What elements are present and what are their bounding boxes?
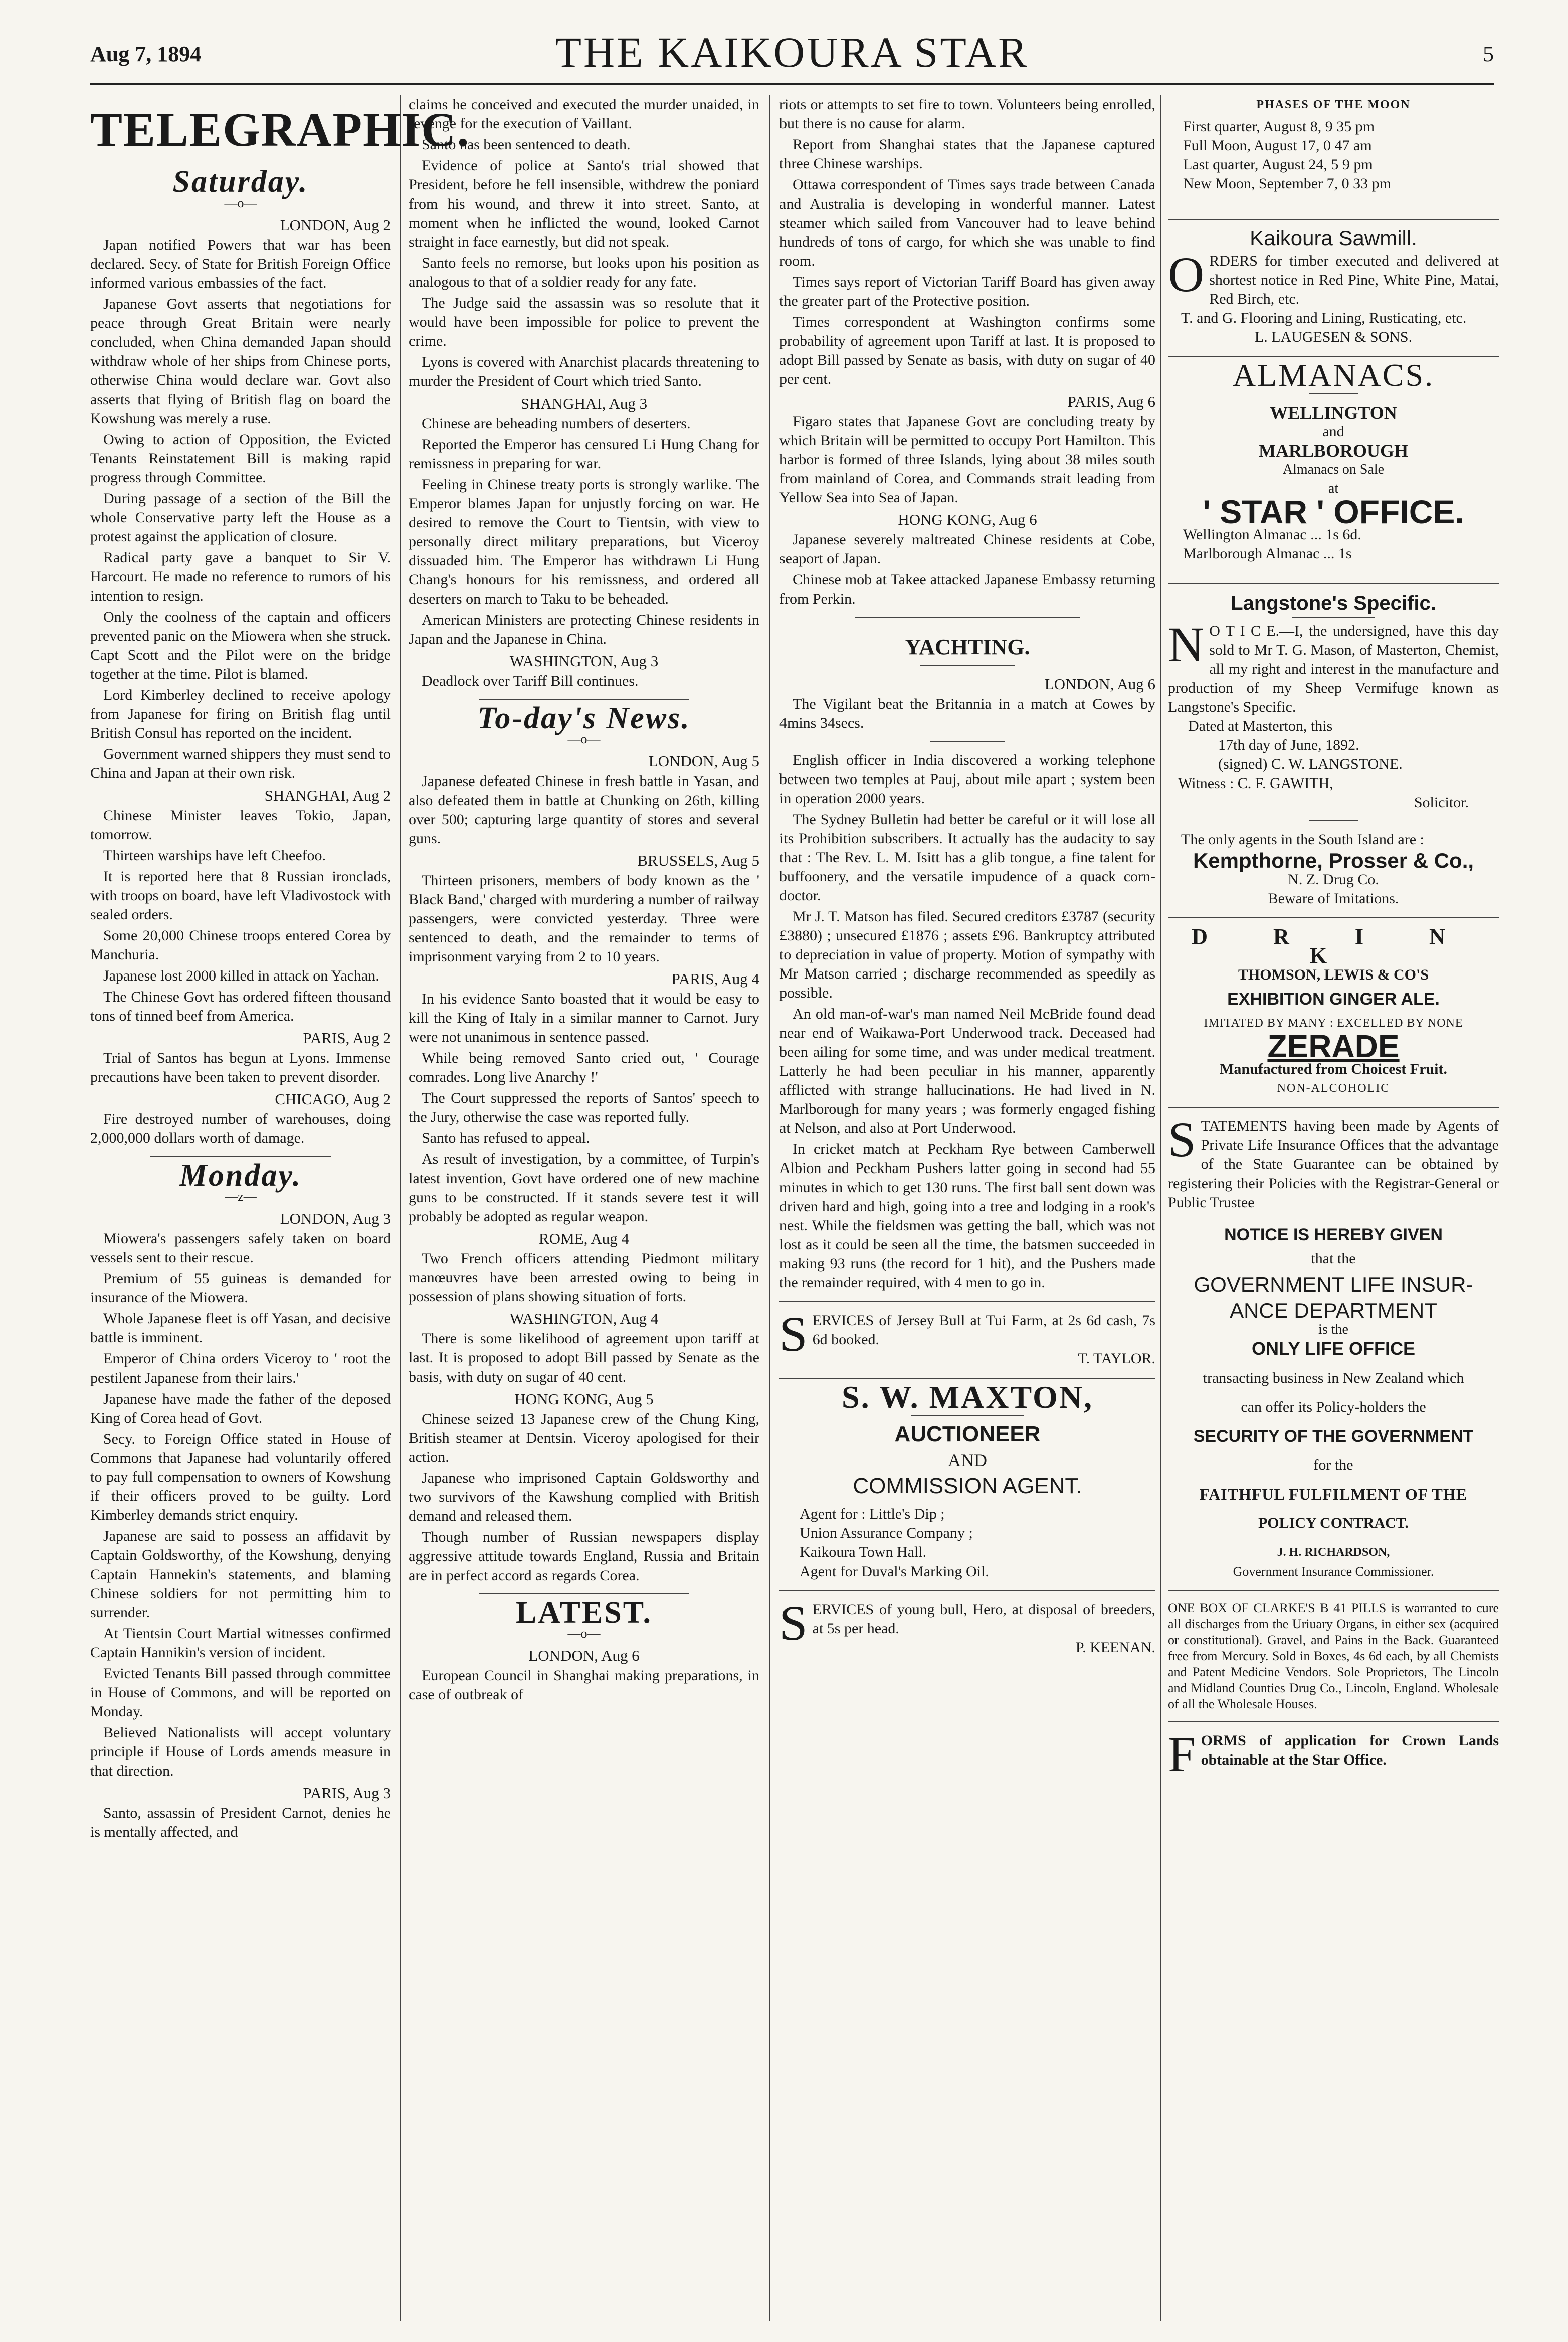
- ornament: —z—: [225, 1189, 257, 1204]
- paragraph: Chinese Minister leaves Tokio, Japan, tomorrow.: [90, 807, 391, 843]
- paragraph: The Sydney Bulletin had better be careful or it will lose all its Prohibition subscribers. It actually has the audacity to say that : The Rev. L. M. Isitt has a glib tongue, a fine talent for buffoonery, and the versatile impudence of a quack corn-doctor.: [779, 811, 1155, 904]
- paragraph: riots or attempts to set fire to town. Volunteers being enrolled, but there is no cause for alarm.: [779, 96, 1155, 132]
- paragraph: The Court suppressed the reports of Santos' speech to the Jury, otherwise the case was reported fully.: [409, 1090, 759, 1125]
- ad-almanac-prices: [1168, 525, 1499, 563]
- column-1: [90, 95, 470, 2321]
- separator: [1168, 1107, 1499, 1108]
- dateline: CHICAGO, Aug 2: [275, 1090, 391, 1108]
- paragraph: Believed Nationalists will accept voluntary principle if House of Lords amends measure in that direction.: [90, 1724, 391, 1779]
- ad-line: IMITATED BY MANY : EXCELLED BY NONE: [1204, 1017, 1463, 1030]
- column-divider: [1160, 95, 1161, 2321]
- ad-line: Union Assurance Company ;: [800, 1525, 973, 1541]
- paragraph: Japanese defeated Chinese in fresh battle in Yasan, and also defeated them in battle at Chunking on 26th, killing over 500; capturing large quantity of stores and several guns.: [409, 773, 759, 847]
- ad-langstone-title: Langstone's Specific.: [1231, 592, 1436, 614]
- ad-line: Kaikoura Town Hall.: [800, 1544, 927, 1560]
- ad-line: Manufactured from Choicest Fruit.: [1220, 1061, 1447, 1077]
- paragraph: At Tientsin Court Martial witnesses confirmed Captain Hannikin's version of incident.: [90, 1625, 391, 1661]
- dateline: HONG KONG, Aug 5: [514, 1390, 654, 1408]
- separator: [1168, 219, 1499, 220]
- ad-line: for the: [1313, 1457, 1353, 1473]
- paragraph: Evidence of police at Santo's trial showed that President, before he fell insensible, withdrew the poniard from his wound, and threw it into street. Santo, at moment when he inflicted the wound, looked Carnot straight in face earnestly, but did not speak.: [409, 157, 759, 250]
- ad-line: FAITHFUL FULFILMENT OF THE: [1199, 1485, 1468, 1503]
- section-heading-telegraphic: TELEGRAPHIC.: [90, 103, 470, 156]
- ornament: —o—: [567, 1626, 601, 1641]
- newspaper-title: THE KAIKOURA STAR: [555, 28, 1029, 76]
- paragraph: While being removed Santo cried out, ' Courage comrades. Long live Anarchy !': [409, 1050, 759, 1085]
- ad-line: THOMSON, LEWIS & CO'S: [1238, 966, 1429, 983]
- paragraph: Whole Japanese fleet is off Yasan, and decisive battle is imminent.: [90, 1310, 391, 1346]
- paragraph: Mr J. T. Matson has filed. Secured creditors £3787 (security £3880) ; unsecured £1876 ; assets £96. Bankruptcy attributed to depreciation in value of property. Motion of sympathy with Mr Matson carried ; discharge recommended as speedily as possible.: [779, 908, 1155, 1001]
- ad-text: ERVICES of young bull, Hero, at disposal of breeders, at 5s per head.: [812, 1601, 1155, 1637]
- ad-langstone: [1168, 617, 1499, 812]
- ad-line: GOVERNMENT LIFE INSUR-: [1194, 1273, 1473, 1296]
- ad-almanacs-title: ALMANACS.: [1232, 357, 1435, 393]
- paragraph: Radical party gave a banquet to Sir V. Harcourt. He made no reference to rumors of his intention to resign.: [90, 549, 391, 604]
- paragraph: Feeling in Chinese treaty ports is strongly warlike. The Emperor blames Japan for unjustly forcing on war. He desired to remove the Court to Tientsin, with view to personally direct military preparations, but Viceroy dissuaded him. The Emperor has withdrawn Li Hung Chang's honours for his remissness, and ordered all deserters on march to Taku to be beheaded.: [409, 476, 759, 607]
- ad-line: Government Insurance Commissioner.: [1233, 1564, 1434, 1579]
- separator: [1168, 917, 1499, 918]
- paragraph: Japanese Govt asserts that negotiations for peace through Great Britain were nearly concluded, when China demanded Japan should withdraw whole of her ships from Chinese ports, otherwise China would declare war. Govt also asserts that flying of British flag on board the Kowshung was merely a ruse.: [90, 296, 391, 427]
- ad-drink: D R I N K: [1192, 924, 1475, 968]
- ad-line: Wellington Almanac ... 1s 6d.: [1183, 526, 1361, 543]
- paragraph: Chinese seized 13 Japanese crew of the Chung King, British steamer at Dentsin. Viceroy apologised for their action.: [409, 1411, 759, 1465]
- paragraph: Japanese are said to possess an affidavit by Captain Goldsworthy, of the Kowshung, denying Captain Hannekin's statements, and blaming Chinese soldiers for not permitting him to surrender.: [90, 1528, 391, 1621]
- ad-signature: T. TAYLOR.: [1078, 1350, 1155, 1367]
- ad-line: Agent for : Little's Dip ;: [800, 1506, 945, 1522]
- drop-cap: S: [779, 1595, 808, 1651]
- paragraph: American Ministers are protecting Chinese residents in Japan and the Japanese in China.: [409, 612, 759, 647]
- paragraph: In cricket match at Peckham Rye between Camberwell Albion and Peckham Pushers latter going in second had 55 minutes in which to get 130 runs. The first ball sent down was driven hard and high, going into a tree and lodging in a rook's nest. While the fieldsmen was getting the ball, which was not lost as it could be seen all the time, the batsmen succeeded in making 93 runs (the record for 1 hit), and the Pushers made the remainder required, with 4 men to go in.: [779, 1141, 1155, 1291]
- dateline: LONDON, Aug 6: [528, 1647, 640, 1664]
- subheading-yachting: YACHTING.: [905, 635, 1030, 659]
- moon-line: Last quarter, August 24, 5 9 pm: [1183, 156, 1373, 173]
- separator: [930, 741, 1005, 742]
- ad-signature: P. KEENAN.: [1075, 1639, 1155, 1656]
- paragraph: The Chinese Govt has ordered fifteen thousand tons of tinned beef from America.: [90, 989, 391, 1024]
- ad-line: SECURITY OF THE GOVERNMENT: [1193, 1427, 1474, 1446]
- paragraph: Lyons is covered with Anarchist placards threatening to murder the President of Court which tried Santo.: [409, 354, 759, 389]
- paragraph: Fire destroyed number of warehouses, doing 2,000,000 dollars worth of damage.: [90, 1111, 391, 1146]
- column-2: [409, 95, 759, 2321]
- ad-text: TATEMENTS having been made by Agents of Private Life Insurance Offices that the advantage of the State Guarantee can be obtained by registering their Policies with the Registrar-General or Public Trustee: [1168, 1118, 1499, 1211]
- ad-line: ANCE DEPARTMENT: [1230, 1299, 1437, 1322]
- separator: [779, 1301, 1155, 1302]
- paragraph: English officer in India discovered a working telephone between two temples at Pauj, about mile apart ; system been in operation 2000 years.: [779, 752, 1155, 807]
- paragraph: Emperor of China orders Viceroy to ' root the pestilent Japanese from their lairs.': [90, 1350, 391, 1386]
- ad-text: RDERS for timber executed and delivered at shortest notice in Red Pine, White Pine, Matai, Red Birch, etc.: [1209, 253, 1499, 307]
- ad-line: AUCTIONEER: [894, 1422, 1041, 1446]
- moon-line: First quarter, August 8, 9 35 pm: [1183, 118, 1375, 135]
- separator: [911, 1415, 1024, 1416]
- paragraph: Japanese have made the father of the deposed King of Corea head of Govt.: [90, 1391, 391, 1426]
- paragraph: Santo has refused to appeal.: [422, 1130, 590, 1146]
- drop-cap: N: [1168, 617, 1205, 672]
- paragraph: Times says report of Victorian Tariff Board has given away the greater part of the Protective position.: [779, 274, 1155, 309]
- paragraph: European Council in Shanghai making preparations, in case of outbreak of: [409, 1667, 759, 1703]
- ad-line: Solicitor.: [1414, 794, 1469, 811]
- subheading-todays-news: To-day's News.: [477, 701, 691, 735]
- ad-line: (signed) C. W. LANGSTONE.: [1218, 756, 1403, 772]
- column-3: [779, 95, 1155, 2321]
- ad-signature: L. LAUGESEN & SONS.: [1254, 329, 1413, 345]
- moon-phases: [1168, 117, 1499, 193]
- drop-cap: F: [1168, 1726, 1196, 1782]
- dateline: PARIS, Aug 4: [671, 970, 759, 988]
- dateline: LONDON, Aug 2: [280, 216, 391, 234]
- paragraph: As result of investigation, by a committee, of Turpin's latest invention, Govt have ordered one of new machine guns to be constructed. If it stands severe test it will probably be adopted as regular weapon.: [409, 1151, 759, 1225]
- ad-line: Dated at Masterton, this: [1188, 718, 1333, 734]
- paragraph: Government warned shippers they must send to China and Japan at their own risk.: [90, 746, 391, 782]
- paragraph: Lord Kimberley declined to receive apology from Japanese for firing on British flag until British Consul has reported on the incident.: [90, 687, 391, 741]
- ad-crown-lands: [1168, 1726, 1499, 1782]
- ad-star-office: ' STAR ' OFFICE.: [1203, 493, 1464, 530]
- paragraph: claims he conceived and executed the murder unaided, in revenge for the execution of Vaillant.: [409, 96, 759, 132]
- masthead-rule: [90, 83, 1494, 85]
- paragraph: Two French officers attending Piedmont military manœuvres have been arrested owing to being in possession of plans showing situation of forts.: [409, 1250, 759, 1305]
- dateline: SHANGHAI, Aug 2: [264, 787, 391, 804]
- separator: [1168, 583, 1499, 584]
- paragraph: Deadlock over Tariff Bill continues.: [422, 673, 639, 689]
- separator: [920, 665, 1015, 666]
- ad-jersey-bull: [779, 1306, 1155, 1369]
- ad-kempthorne: Kempthorne, Prosser & Co.,: [1193, 849, 1474, 872]
- separator: [1292, 617, 1375, 618]
- ad-line: Witness : C. F. GAWITH,: [1178, 775, 1333, 792]
- paragraph: Ottawa correspondent of Times says trade between Canada and Australia is developing in wonderful manner. Latest steamer which sailed from Vancouver had to leave behind hundreds of tons of cargo, for which she was unable to find room.: [779, 176, 1155, 269]
- ad-text: T. and G. Flooring and Lining, Rusticating, etc.: [1181, 310, 1467, 326]
- paragraph: Times correspondent at Washington confirms some probability of agreement upon Tariff at last. It is proposed to adopt Bill passed by Senate as basis, with duty on sugar of 40 per cent.: [779, 314, 1155, 387]
- paragraph: Figaro states that Japanese Govt are concluding treaty by which Britain will be permitted to occupy Port Hamilton. This harbor is formed of three Islands, lying about 38 miles south from mainland of Corea, and Commands strait leading from Yellow Sea into Sea of Japan.: [779, 413, 1155, 506]
- paragraph: Evicted Tenants Bill passed through committee in House of Commons, and will be reported on Monday.: [90, 1665, 391, 1720]
- paragraph: Japanese severely maltreated Chinese residents at Cobe, seaport of Japan.: [779, 531, 1155, 567]
- paragraph: Miowera's passengers safely taken on board vessels sent to their rescue.: [90, 1230, 391, 1266]
- ad-line: COMMISSION AGENT.: [853, 1474, 1082, 1498]
- paragraph: Owing to action of Opposition, the Evicted Tenants Reinstatement Bill is making rapid progress through Committee.: [90, 431, 391, 486]
- ad-agent-list: [779, 1505, 1155, 1581]
- ad-line: Marlborough Almanac ... 1s: [1183, 545, 1352, 562]
- ad-line: MARLBOROUGH: [1258, 441, 1408, 461]
- paragraph: Only the coolness of the captain and officers prevented panic on the Miowera when she struck. Capt Scott and the Pilot were on the bridge together at the time. Pilot is blamed.: [90, 609, 391, 682]
- dateline: PARIS, Aug 6: [1067, 393, 1155, 410]
- separator: [479, 699, 689, 700]
- dateline: BRUSSELS, Aug 5: [637, 852, 759, 869]
- ad-young-bull: [779, 1595, 1155, 1657]
- paragraph: Secy. to Foreign Office stated in House of Commons that Japanese had voluntarily offered to pay full compensation to owners of Kowshung if their officers proved to be guilty. Lord Kimberley demands strict enquiry.: [90, 1431, 391, 1523]
- dateline: WASHINGTON, Aug 4: [509, 1310, 659, 1327]
- subheading-saturday: Saturday.: [172, 165, 309, 199]
- ad-zerade: ZERADE: [1267, 1028, 1400, 1064]
- drop-cap: O: [1168, 247, 1205, 302]
- ad-text: ERVICES of Jersey Bull at Tui Farm, at 2s 6d cash, 7s 6d booked.: [812, 1312, 1155, 1348]
- separator: [779, 1590, 1155, 1591]
- ad-sawmill-title: Kaikoura Sawmill.: [1250, 226, 1417, 250]
- dateline: PARIS, Aug 3: [303, 1784, 391, 1802]
- paragraph: Trial of Santos has begun at Lyons. Immense precautions have been taken to prevent disorder.: [90, 1050, 391, 1085]
- separator: [479, 1593, 689, 1594]
- separator: [779, 1378, 1155, 1379]
- ad-line: AND: [948, 1450, 987, 1470]
- separator: [1168, 1590, 1499, 1591]
- paragraph: Premium of 55 guineas is demanded for insurance of the Miowera.: [90, 1270, 391, 1306]
- paragraph: The Vigilant beat the Britannia in a match at Cowes by 4mins 34secs.: [779, 696, 1155, 731]
- paragraph: The only agents in the South Island are :: [1181, 831, 1424, 848]
- column-divider: [400, 95, 401, 2321]
- paragraph: Japanese lost 2000 killed in attack on Yachan.: [103, 967, 379, 984]
- ad-line: Agent for Duval's Marking Oil.: [800, 1563, 989, 1580]
- separator: [1309, 820, 1358, 821]
- paragraph: In his evidence Santo boasted that it would be easy to kill the King of Italy in a similar manner to Carnot. Jury were not unanimous in sentence passed.: [409, 991, 759, 1045]
- paragraph: Thirteen prisoners, members of body known as the ' Black Band,' charged with murdering a number of railway passengers, were convicted yesterday. Three were sentenced to death, and the remainder to terms of imprisonment varying from 2 to 10 years.: [409, 872, 759, 965]
- ad-line: Beware of Imitations.: [1268, 890, 1399, 907]
- dateline: HONG KONG, Aug 6: [898, 511, 1037, 528]
- dateline: WASHINGTON, Aug 3: [509, 652, 659, 670]
- drop-cap: S: [1168, 1112, 1196, 1167]
- ad-government-insurance: [1168, 1112, 1499, 1581]
- dateline: ROME, Aug 4: [539, 1230, 629, 1247]
- drop-cap: S: [779, 1306, 808, 1362]
- paragraph: Santo, assassin of President Carnot, denies he is mentally affected, and: [90, 1805, 391, 1840]
- paragraph: Though number of Russian newspapers display aggressive attitude towards England, Russia and Britain are in perfect accord as regards Corea.: [409, 1529, 759, 1584]
- paragraph: It is reported here that 8 Russian ironclads, with troops on board, have left Vladivostock with sealed orders.: [90, 868, 391, 923]
- paragraph: During passage of a section of the Bill the whole Conservative party left the House as a protest against the application of closure.: [90, 490, 391, 545]
- paragraph: Reported the Emperor has censured Li Hung Chang for remissness in preparing for war.: [409, 436, 759, 472]
- dateline: PARIS, Aug 2: [303, 1029, 391, 1047]
- paragraph: Santo has been sentenced to death.: [422, 136, 631, 153]
- paragraph: Chinese mob at Takee attacked Japanese Embassy returning from Perkin.: [779, 571, 1155, 607]
- ad-line: transacting business in New Zealand which: [1203, 1370, 1464, 1386]
- moon-phases-heading: PHASES OF THE MOON: [1256, 98, 1411, 111]
- paragraph: Chinese are beheading numbers of deserters.: [422, 415, 691, 432]
- ad-clarke-pills: ONE BOX OF CLARKE'S B 41 PILLS is warranted to cure all discharges from the Uriuary Organs, in either sex (acquired or constitutional). Gravel, and Pains in the Back. Guaranteed free from Mercury. Sold in Boxes, 4s 6d each, by all Chemists and Patent Medicine Vendors. Sole Proprietors, The Lincoln and Midland Counties Drug Co., Lincoln, England. Wholesale of all the Wholesale Houses.: [1168, 1601, 1499, 1711]
- ad-line: is the: [1318, 1322, 1348, 1337]
- separator: [1168, 1721, 1499, 1722]
- paragraph: Japanese who imprisoned Captain Goldsworthy and two survivors of the Kawshung complied with British demand and released them.: [409, 1470, 759, 1524]
- paragraph: An old man-of-war's man named Neil McBride found dead near end of Waikawa-Port Underwood track. Deceased had been ailing for some time, and was under medical treatment. Latterly he had been peculiar in his manner, apparently afflicted with strange hallucinations. He had lived in N. Marlborough for many years ; was formerly engaged fishing at Nelson, and also at Port Underwood.: [779, 1006, 1155, 1136]
- ad-maxton-title: S. W. MAXTON,: [842, 1379, 1093, 1415]
- ad-text: O T I C E.—I, the undersigned, have this day sold to Mr T. G. Mason, of Masterton, Chemist, all my right and interest in the manufacture and production of my Sheep Vermifuge known as Langstone's Specific.: [1168, 623, 1499, 715]
- paragraph: There is some likelihood of agreement upon tariff at last. It is proposed to adopt Bill passed by Senate as the basis, with duty on sugar of 40 cent.: [409, 1330, 759, 1385]
- masthead: [90, 21, 1494, 81]
- ad-line: NOTICE IS HEREBY GIVEN: [1224, 1225, 1443, 1244]
- dateline: LONDON, Aug 3: [280, 1210, 391, 1227]
- dateline: LONDON, Aug 6: [1044, 675, 1155, 693]
- ad-line: Almanacs on Sale: [1282, 462, 1385, 477]
- column-4: [1168, 95, 1499, 2321]
- ad-line: N. Z. Drug Co.: [1288, 871, 1379, 888]
- separator: [1309, 393, 1358, 394]
- ad-line: 17th day of June, 1892.: [1218, 737, 1359, 753]
- ad-line: that the: [1311, 1250, 1356, 1267]
- dateline: SHANGHAI, Aug 3: [520, 395, 648, 412]
- paragraph: The Judge said the assassin was so resolute that it would have been impossible for police to prevent the crime.: [409, 295, 759, 349]
- moon-line: Full Moon, August 17, 0 47 am: [1183, 137, 1372, 154]
- paragraph: Some 20,000 Chinese troops entered Corea by Manchuria.: [90, 927, 391, 963]
- ad-line: J. H. RICHARDSON,: [1277, 1546, 1390, 1559]
- ad-line: can offer its Policy-holders the: [1241, 1399, 1426, 1415]
- ad-sawmill: [1168, 247, 1499, 347]
- page-number: 5: [1483, 42, 1494, 66]
- column-divider: [769, 95, 770, 2321]
- ad-text: ORMS of application for Crown Lands obtainable at the Star Office.: [1201, 1732, 1499, 1768]
- ad-line: NON-ALCOHOLIC: [1277, 1082, 1390, 1095]
- paragraph: Santo feels no remorse, but looks upon his position as analogous to that of a soldier ready for any fate.: [409, 255, 759, 290]
- separator: [150, 1156, 331, 1157]
- subheading-latest: LATEST.: [516, 1596, 652, 1630]
- paragraph: Japan notified Powers that war has been declared. Secy. of State for British Foreign Office informed various embassies of the fact.: [90, 237, 391, 291]
- subheading-monday: Monday.: [179, 1158, 302, 1193]
- ad-line: WELLINGTON: [1270, 403, 1397, 423]
- separator: [855, 617, 1080, 618]
- issue-date: Aug 7, 1894: [90, 42, 202, 66]
- ornament: —o—: [224, 196, 257, 210]
- paragraph: Report from Shanghai states that the Japanese captured three Chinese warships.: [779, 136, 1155, 172]
- ad-line: POLICY CONTRACT.: [1258, 1515, 1409, 1531]
- paragraph: Thirteen warships have left Cheefoo.: [103, 847, 326, 864]
- ad-line: EXHIBITION GINGER ALE.: [1227, 990, 1440, 1009]
- separator: [1168, 356, 1499, 357]
- moon-line: New Moon, September 7, 0 33 pm: [1183, 175, 1391, 192]
- ornament: —o—: [567, 732, 601, 746]
- ad-line: ONLY LIFE OFFICE: [1251, 1338, 1416, 1359]
- ad-line: at: [1328, 481, 1339, 496]
- ad-line: and: [1322, 423, 1344, 440]
- dateline: LONDON, Aug 5: [648, 752, 759, 770]
